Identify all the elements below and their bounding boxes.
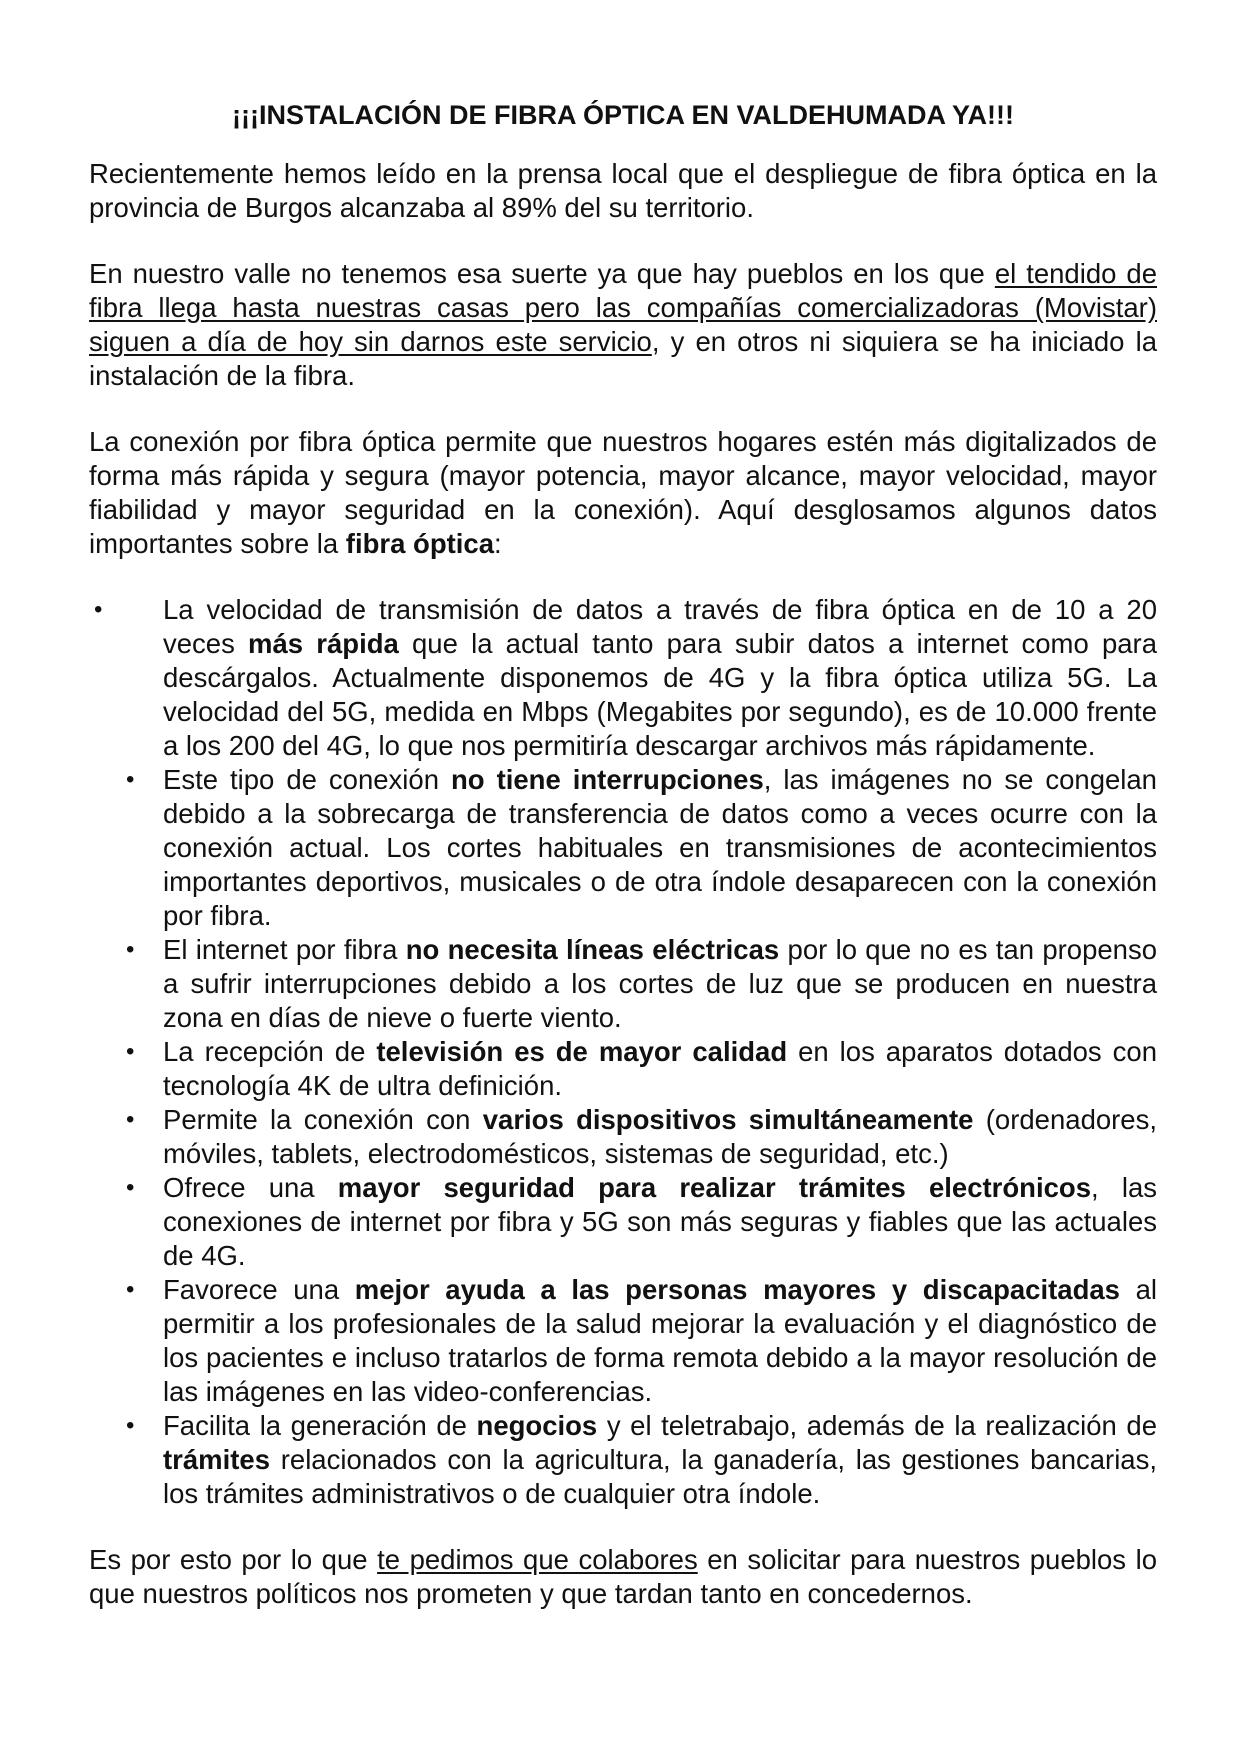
paragraph-closing-text-b: en solicitar para nuestros pueblos lo que nuestros políticos nos prometen y que tardan tanto en concedernos. bbox=[89, 1544, 1158, 1609]
list-item-text-b: al permitir a los profesionales de la salud mejorar la evaluación y el diagnóstico de los pacientes e incluso tratarlos de forma remota debido a la mayor resolución de las imágenes en las video-conferencias. bbox=[163, 1274, 1158, 1407]
list-item-text-b: (ordenadores, móviles, tablets, electrodomésticos, sistemas de seguridad, etc.) bbox=[163, 1104, 1157, 1169]
list-item-text-b: en los aparatos dotados con tecnología 4K de ultra definición. bbox=[163, 1036, 1157, 1101]
paragraph-intro-text: Recientemente hemos leído en la prensa local que el despliegue de fibra óptica en la provincia de Burgos alcanzaba al 89% del su territorio. bbox=[89, 158, 1157, 223]
list-item-text-a: Ofrece una bbox=[163, 1172, 338, 1203]
list-item bbox=[89, 1273, 1157, 1409]
bullet-icon: • bbox=[126, 1038, 135, 1065]
paragraph-benefits-bold: fibra óptica bbox=[345, 528, 495, 559]
bullet-icon: • bbox=[126, 1276, 135, 1303]
list-item bbox=[89, 763, 1157, 933]
list-item-bold: varios dispositivos simultáneamente bbox=[482, 1104, 974, 1135]
list-item bbox=[89, 933, 1157, 1035]
list-item-bold-2: trámites bbox=[163, 1444, 270, 1475]
paragraph-valley-text-b: , y en otros ni siquiera se ha iniciado la instalación de la fibra. bbox=[89, 326, 1157, 391]
list-item-bold: no tiene interrupciones bbox=[450, 764, 764, 795]
list-item-bold: televisión es de mayor calidad bbox=[376, 1036, 788, 1067]
list-item-text-c: relacionados con la agricultura, la ganadería, las gestiones bancarias, los trámites administrativos o de cualquier otra índole. bbox=[163, 1444, 1157, 1509]
list-item-text-a: Facilita la generación de bbox=[163, 1410, 477, 1441]
list-item-text-b: por lo que no es tan propenso a sufrir interrupciones debido a los cortes de luz que se producen en nuestra zona en días de nieve o fuerte viento. bbox=[163, 934, 1158, 1033]
list-item-bold: negocios bbox=[476, 1410, 598, 1441]
list-item bbox=[89, 1035, 1157, 1103]
list-item-text-b: que la actual tanto para subir datos a internet como para descárgalos. Actualmente disponemos de 4G y la fibra óptica utiliza 5G. La velocidad del 5G, medida en Mbps (Megabites por segundo), es de 10.000 frente a los 200 del 4G, lo que nos permitiría descargar archivos más rápidamente. bbox=[163, 628, 1157, 761]
list-item-text-a: Favorece una bbox=[163, 1274, 355, 1305]
list-item-text-b: , las conexiones de internet por fibra y 5G son más seguras y fiables que las actuales de 4G. bbox=[163, 1172, 1157, 1271]
document-page bbox=[89, 98, 1157, 1643]
list-item-bold: más rápida bbox=[248, 628, 399, 659]
paragraph-closing-underlined: te pedimos que colabores bbox=[377, 1544, 698, 1575]
bullet-icon: • bbox=[126, 766, 135, 793]
bullet-icon: • bbox=[94, 596, 103, 623]
bullet-icon: • bbox=[126, 1412, 135, 1439]
list-item-text-a: La velocidad de transmisión de datos a través de fibra óptica en de 10 a 20 veces bbox=[163, 594, 1157, 659]
document-title: ¡¡¡INSTALACIÓN DE FIBRA ÓPTICA EN VALDEHUMADA YA!!! bbox=[232, 100, 1014, 130]
paragraph-closing bbox=[89, 1543, 1157, 1611]
bullet-icon: • bbox=[126, 1174, 135, 1201]
list-item bbox=[89, 1171, 1157, 1273]
paragraph-intro bbox=[89, 157, 1157, 225]
paragraph-benefits-text-b: : bbox=[494, 528, 502, 559]
paragraph-benefits-text-a: La conexión por fibra óptica permite que nuestros hogares estén más digitalizados de forma más rápida y segura (mayor potencia, mayor alcance, mayor velocidad, mayor fiabilidad y mayor seguridad en la conexión). Aquí desglosamos algunos datos importantes sobre la bbox=[89, 426, 1157, 559]
paragraph-valley bbox=[89, 257, 1157, 393]
bullet-icon: • bbox=[126, 1106, 135, 1133]
paragraph-closing-text-a: Es por esto por lo que bbox=[89, 1544, 378, 1575]
paragraph-valley-text-a: En nuestro valle no tenemos esa suerte ya que hay pueblos en los que bbox=[89, 258, 995, 289]
list-item bbox=[89, 1409, 1157, 1511]
paragraph-benefits bbox=[89, 425, 1157, 561]
bullet-icon: • bbox=[126, 936, 135, 963]
list-item bbox=[89, 593, 1157, 763]
list-item-bold: no necesita líneas eléctricas bbox=[405, 934, 780, 965]
list-item-bold: mejor ayuda a las personas mayores y discapacitadas bbox=[354, 1274, 1120, 1305]
list-item-text-a: La recepción de bbox=[163, 1036, 377, 1067]
list-item-bold: mayor seguridad para realizar trámites electrónicos bbox=[337, 1172, 1092, 1203]
list-item-text-b: , las imágenes no se congelan debido a la sobrecarga de transferencia de datos como a veces ocurre con la conexión actual. Los cortes habituales en transmisiones de acontecimientos importantes deportivos, musicales o de otra índole desaparecen con la conexión por fibra. bbox=[163, 764, 1157, 931]
list-item-text-b: y el teletrabajo, además de la realización de bbox=[597, 1410, 1157, 1441]
list-item-text-a: Este tipo de conexión bbox=[163, 764, 451, 795]
list-item-text-a: El internet por fibra bbox=[163, 934, 406, 965]
list-item-text-a: Permite la conexión con bbox=[163, 1104, 483, 1135]
list-item bbox=[89, 1103, 1157, 1171]
benefits-list bbox=[89, 593, 1157, 1511]
paragraph-valley-underlined: el tendido de fibra llega hasta nuestras casas pero las compañías comercializadoras (Movistar) siguen a día de hoy sin darnos este servicio bbox=[89, 258, 1158, 357]
